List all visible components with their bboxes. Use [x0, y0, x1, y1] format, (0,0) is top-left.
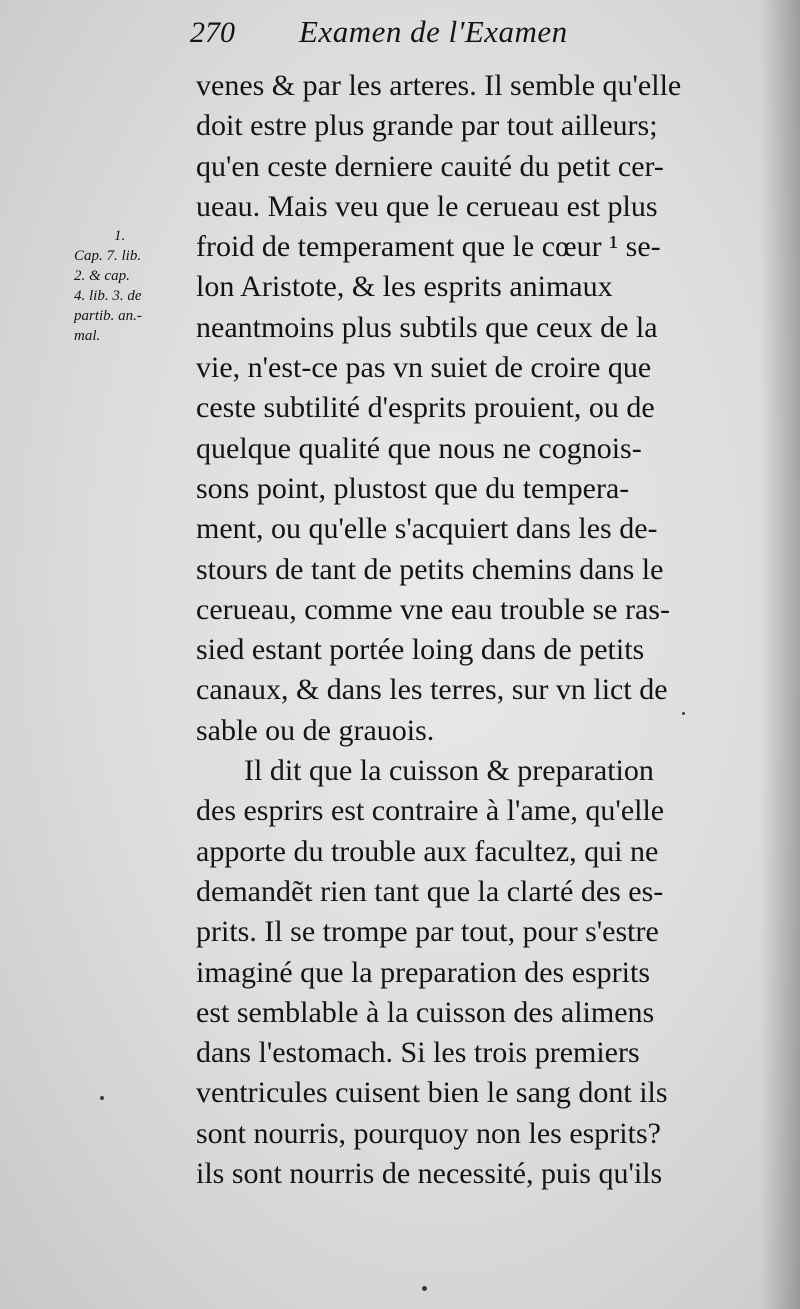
text-line: demandẽt rien tant que la clarté des es- [196, 874, 664, 908]
text-line: dans l'estomach. Si les trois premiers [196, 1036, 640, 1070]
paper-speck [100, 1096, 104, 1100]
text-line: froid de temperament que le cœur ¹ se- [196, 230, 661, 264]
text-line: sied estant portée loing dans de petits [196, 633, 645, 667]
text-line: ceste subtilité d'esprits prouient, ou de [196, 391, 655, 425]
margin-note-line: 4. lib. 3. de [74, 288, 142, 304]
paper-speck [422, 1286, 427, 1291]
page-number: 270 [190, 16, 235, 49]
text-line: venes & par les arteres. Il semble qu'elle [196, 69, 682, 102]
margin-note-line: partib. an.- [74, 308, 142, 324]
text-line: quelque qualité que nous ne cognois- [196, 431, 642, 465]
text-line: sable ou de grauois. [196, 713, 435, 747]
paper-speck [682, 712, 685, 715]
text-line: cerueau, comme vne eau trouble se ras- [196, 592, 670, 626]
text-line: ueau. Mais veu que le cerueau est plus [196, 189, 658, 223]
text-line: ils sont nourris de necessité, puis qu'ils [196, 1157, 663, 1191]
page-header [190, 14, 750, 58]
text-line: sont nourris, pourquoy non les esprits? [196, 1116, 661, 1150]
text-line: ventricules cuisent bien le sang dont ils [196, 1076, 668, 1110]
body-text [196, 66, 771, 1194]
text-line: imaginé que la preparation des esprits [196, 955, 651, 989]
text-line: vie, n'est-ce pas vn suiet de croire que [196, 351, 652, 385]
text-line: stours de tant de petits chemins dans le [196, 552, 664, 586]
text-line: apporte du trouble aux facultez, qui ne [196, 834, 659, 868]
margin-note-line: mal. [74, 328, 101, 344]
text-line: ment, ou qu'elle s'acquiert dans les de- [196, 512, 658, 546]
text-line: lon Aristote, & les esprits animaux [196, 270, 613, 304]
text-line: qu'en ceste derniere cauité du petit cer- [196, 149, 664, 183]
margin-note-line: 2. & cap. [74, 268, 130, 284]
margin-note [74, 226, 194, 346]
text-line: canaux, & dans les terres, sur vn lict de [196, 673, 668, 707]
text-line: doit estre plus grande par tout ailleurs; [196, 109, 658, 143]
text-line: est semblable à la cuisson des alimens [196, 995, 655, 1029]
margin-note-line: Cap. 7. lib. [74, 248, 142, 264]
paragraph-first-line: Il dit que la cuisson & preparation [244, 754, 654, 788]
text-line: des esprirs est contraire à l'ame, qu'elle [196, 794, 665, 828]
running-title: Examen de l'Examen [299, 14, 568, 49]
text-line: prits. Il se trompe par tout, pour s'estre [196, 915, 659, 949]
text-line: neantmoins plus subtils que ceux de la [196, 310, 658, 344]
margin-note-line: 1. [114, 228, 126, 244]
text-line: sons point, plustost que du tempera- [196, 471, 630, 505]
